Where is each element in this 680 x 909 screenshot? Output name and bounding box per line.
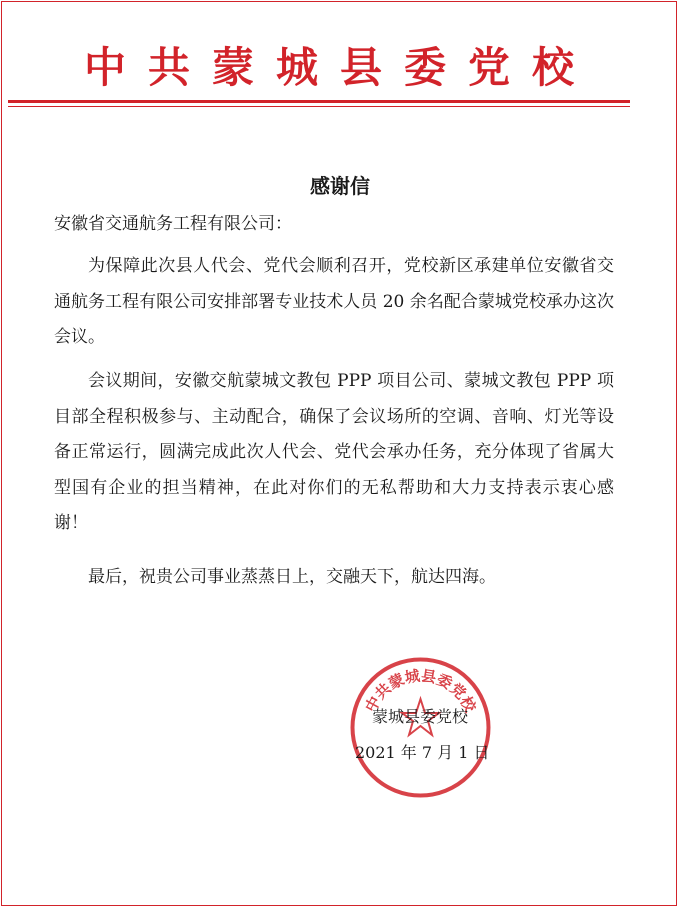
- letter-title: 感谢信: [310, 174, 370, 198]
- letterhead-rule-thin: [8, 106, 630, 107]
- letter-paragraph: 为保障此次县人代会、党代会顺利召开，党校新区承建单位安徽省交通航务工程有限公司安排部署专业技术人员 20 余名配合蒙城党校承办这次会议。: [54, 256, 614, 348]
- letter-salutation: 安徽省交通航务工程有限公司：: [54, 214, 292, 234]
- signature-org: 蒙城县委党校: [372, 707, 469, 726]
- signature-date: 2021 年 7 月 1 日: [355, 743, 490, 762]
- seal-text: 中共蒙城县委党校: [361, 666, 480, 716]
- letterhead-title: 中共蒙城县委党校: [83, 43, 596, 92]
- letter-paragraph: 会议期间，安徽交航蒙城文教包 PPP 项目公司、蒙城文教包 PPP 项目部全程积极参与、主动配合，确保了会议场所的空调、音响、灯光等设备正常运行，圆满完成此次人代会、党代会承办任务，充分体现了省属大型国有企业的担当精神，在此对你们的无私帮助和大力支持表示衷心感谢！: [54, 371, 614, 534]
- letter-paragraph: 最后，祝贵公司事业蒸蒸日上，交融天下，航达四海。: [88, 567, 496, 587]
- letterhead-rule-thick: [8, 100, 630, 103]
